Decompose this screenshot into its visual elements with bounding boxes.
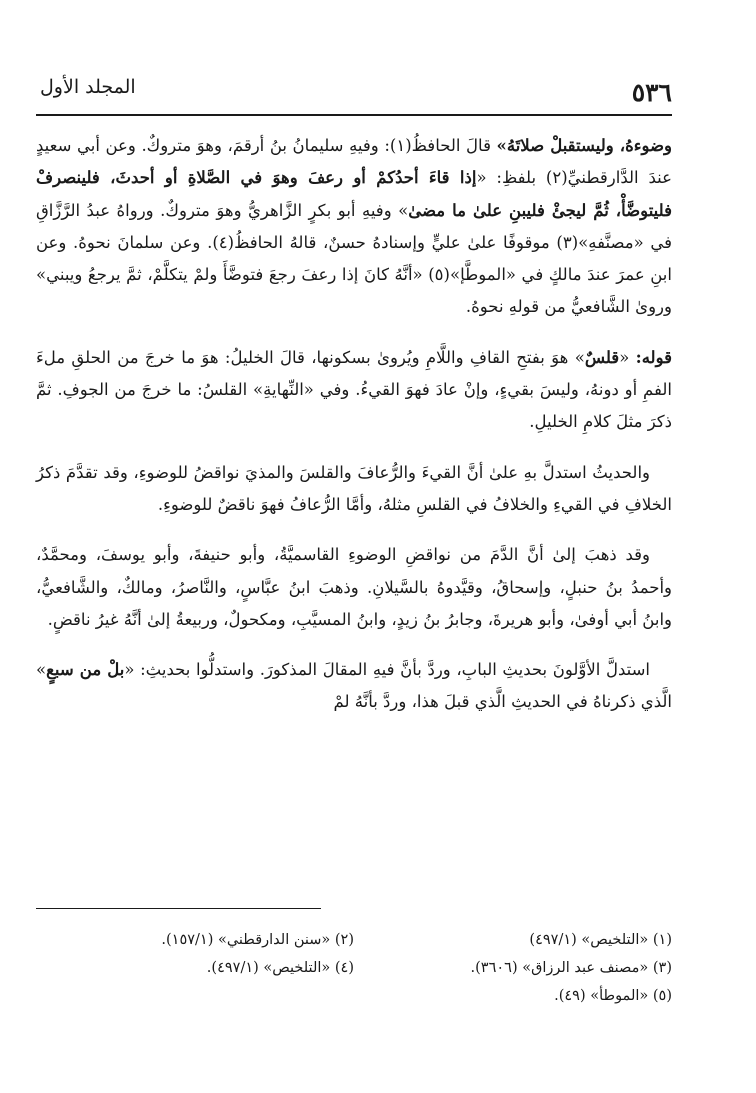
footnote-row	[36, 926, 672, 954]
footnote: (١) «التلخيص» (٤٩٧/١)	[529, 932, 672, 948]
footnotes	[36, 926, 672, 1010]
hadith-quote: بلْ من سبعٍ	[46, 660, 125, 680]
footnote-row	[36, 954, 672, 982]
paragraph-text: والحديثُ استدلَّ بهِ علىٰ أنَّ القيءَ والرُّعافَ والقلسَ والمذيَ نواقضُ للوضوءِ، وقد تقدَّمَ ذكرُ الخلافِ في القيءِ والخلافُ في القلسِ مثلهُ، وأمَّا الرُّعافُ فهوَ ناقضٌ للوضوءِ.	[36, 462, 672, 514]
footnote: (٣) «مصنف عبد الرزاق» (٣٦٠٦).	[470, 960, 672, 976]
footnote: (٢) «سنن الدارقطني» (١٥٧/١).	[161, 932, 354, 948]
paragraph-text: قالَ الحافظُ(١): وفيهِ سليمانُ بنُ أرقمَ، وهوَ متروكٌ. وعن أبي سعيدٍ عندَ الدَّارقطنيِّ(٢) بلفظِ: «	[36, 136, 672, 188]
hadith-quote: وضوءهُ، وليستقبلْ صلاتَهُ»	[496, 136, 673, 155]
paragraph	[36, 654, 672, 719]
header-rule	[36, 114, 672, 116]
paragraph-text: استدلَّ الأوَّلونَ بحديثِ البابِ، وردَّ بأنَّ فيهِ المقالَ المذكورَ. واستدلُّوا بحديثِ: «	[124, 660, 650, 680]
paragraph-text: » وفيهِ أبو بكرٍ الزَّاهريُّ وهوَ متروكٌ. ورواهُ عبدُ الرَّزَّاقِ في «مصنَّفهِ»(٣) موقوفًا علىٰ عليٍّ وإسنادهُ حسنٌ، قالهُ الحافظُ(٤). وعن سلمانَ نحوهُ. وعن ابنِ عمرَ عندَ مالكٍ في «الموطَّإ»(٥) «أنَّهُ كانَ إذا رعفَ رجعَ فتوضَّأَ ولمْ يتكلَّمْ، ثمَّ يرجعُ ويبني» وروىٰ الشَّافعيُّ من قولهِ نحوهُ.	[36, 200, 672, 317]
page-header	[36, 62, 672, 110]
lemma-word: قلسٌ	[584, 347, 620, 367]
volume-title: المجلد الأول	[40, 76, 136, 98]
footnote-row	[36, 982, 672, 1010]
paragraph-text: » الَّذي ذكرناهُ في الحديثِ الَّذي قبلَ هذا، وردَّ بأنَّهُ لمْ	[36, 660, 672, 712]
paragraph-text: وقد ذهبَ إلىٰ أنَّ الدَّمَ من نواقضِ الوضوءِ القاسميَّةُ، وأبو حنيفةَ، وأبو يوسفَ، ومحمَّدٌ، وأحمدُ بنُ حنبلٍ، وإسحاقُ، وقيَّدوهُ بالسَّيلانِ. وذهبَ ابنُ عبَّاسٍ، والنَّاصرُ، ومالكٌ، والشَّافعيُّ، وابنُ أبي أوفىٰ، وأبو هريرةَ، وجابرُ بنُ زيدٍ، وابنُ المسيَّبِ، ومكحولٌ، وربيعةُ إلىٰ أنَّهُ غيرُ ناقضٍ.	[36, 545, 672, 629]
paragraph-text: «	[619, 347, 636, 367]
footnote: (٤) «التلخيص» (٤٩٧/١).	[206, 960, 354, 976]
hadith-quote: إذا قاءَ أحدُكمْ أو رعفَ وهوَ في الصَّلاةِ أو أحدثَ، فلينصرفْ فليتوضَّأْ، ثُمَّ ليجئْ فليبنِ علىٰ ما مضىٰ	[36, 168, 673, 220]
paragraph	[36, 457, 672, 522]
lemma-label: قوله:	[635, 347, 673, 367]
paragraph-text: » هوَ بفتحِ القافِ واللَّامِ ويُروىٰ بسكونها، قالَ الخليلُ: هوَ ما خرجَ من الحلقِ ملءَ الفمِ أو دونهُ، وليسَ بقيءٍ، وإنْ عادَ فهوَ القيءُ. وفي «النِّهايةِ» القلسُ: ما خرجَ من الجوفِ. ثمَّ ذكرَ مثلَ كلامِ الخليلِ.	[36, 347, 672, 432]
paragraph	[36, 539, 672, 636]
paragraph	[36, 130, 672, 324]
paragraph	[36, 342, 672, 439]
main-text	[36, 130, 672, 719]
book-page	[36, 62, 672, 1062]
footnote-divider	[36, 908, 321, 909]
footnote: (٥) «الموطأ» (٤٩).	[554, 988, 672, 1004]
page-number: ٥٣٦	[631, 78, 672, 107]
